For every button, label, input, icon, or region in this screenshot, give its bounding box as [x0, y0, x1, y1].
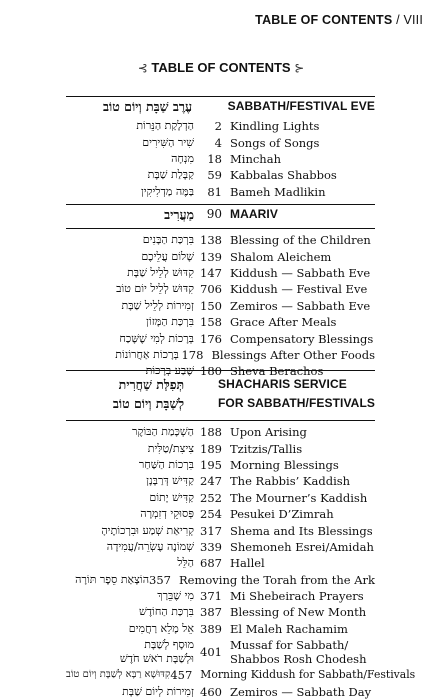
entry-hebrew: אֵל מָלֵא רַחֲמִים	[128, 621, 194, 635]
entry-hebrew: שָׁלוֹם עֲלֵיכֶם	[141, 249, 194, 263]
entry-english: Zemiros — Sabbath Day	[230, 684, 372, 699]
entry-page-number: 59	[207, 168, 222, 183]
toc-entry[interactable]	[66, 588, 375, 604]
entry-english: Hallel	[230, 556, 265, 571]
entry-page-number: 195	[200, 457, 222, 472]
running-head-page-number: VIII	[403, 13, 423, 27]
toc-entry[interactable]	[66, 298, 375, 314]
entry-page-number: 357	[149, 572, 171, 587]
toc-entry[interactable]	[66, 522, 375, 538]
section-shacharis	[66, 370, 416, 700]
entry-hebrew: בִּרְכוֹת הַשַּׁחַר	[138, 457, 194, 471]
section-heading[interactable]	[66, 207, 375, 226]
page-title	[0, 60, 442, 75]
left-ornament-icon: ⊰	[137, 61, 148, 75]
entry-english-line2: Shabbos Rosh Chodesh	[230, 652, 367, 667]
entry-english: Blessing of New Month	[230, 605, 367, 620]
entry-page-number: 138	[200, 233, 222, 248]
toc-entry[interactable]	[66, 473, 375, 489]
entry-english: Minchah	[230, 151, 281, 166]
entry-english: Upon Arising	[230, 425, 307, 440]
entry-page-number: 687	[200, 556, 222, 571]
section-heading-hebrew-line2: לְשַׁבָּת וְיוֹם טוֹב	[112, 396, 185, 411]
entry-page-number: 4	[214, 135, 222, 150]
entry-english: Morning Blessings	[230, 457, 339, 472]
entry-english: Kiddush — Festival Eve	[230, 282, 368, 297]
entry-english: Mi Shebeirach Prayers	[230, 589, 364, 604]
entry-page-number: 178	[181, 347, 204, 362]
entry-english: The Mourner’s Kaddish	[230, 490, 368, 505]
toc-entry[interactable]	[66, 184, 375, 200]
entry-page-number: 147	[200, 265, 222, 280]
section-heading	[66, 375, 375, 419]
entry-hebrew: הַדְלָקַת הַנֵּרוֹת	[136, 119, 194, 133]
entry-page-number: 317	[200, 523, 222, 538]
entry-hebrew: קִדּוּשָׁא רַבָּא לְשַׁבָּת וְיוֹם טוֹב	[66, 669, 171, 681]
toc-entry[interactable]	[66, 330, 375, 346]
section-sabbath-festival-eve	[66, 96, 375, 200]
entry-page-number: 139	[200, 249, 222, 264]
toc-entry[interactable]	[66, 347, 375, 363]
toc-entry[interactable]	[66, 424, 375, 440]
entry-page-number: 81	[207, 184, 222, 199]
entry-hebrew: קִדּוּשׁ לְלֵיל שַׁבָּת	[127, 265, 194, 279]
entry-hebrew: שְׁמוֹנֶה עֶשְׂרֵה/עֲמִידָה	[106, 539, 194, 553]
toc-entry[interactable]	[66, 539, 375, 555]
entry-page-number: 180	[200, 364, 222, 379]
entry-hebrew: צִיצִת/טַלִּית	[147, 441, 194, 455]
entry-page-number: 460	[200, 684, 222, 699]
entry-english: Shalom Aleichem	[230, 249, 332, 264]
entry-hebrew: זְמִירוֹת לְלֵיל שַׁבָּת	[121, 298, 194, 312]
entry-english: Zemiros — Sabbath Eve	[230, 298, 371, 313]
entry-english: Blessing of the Children	[230, 233, 371, 248]
section-rule	[66, 228, 375, 229]
entry-hebrew: קְרִיאַת שְׁמַע וּבִרְכוֹתֶיהָ	[101, 523, 194, 537]
section-heading-english-line2: FOR SABBATH/FESTIVALS	[218, 396, 375, 410]
toc-entry[interactable]	[66, 621, 375, 637]
toc-entry[interactable]	[66, 167, 375, 183]
entry-page-number: 457	[170, 668, 193, 683]
entry-hebrew: מִנְחָה	[171, 151, 194, 165]
section-rule	[66, 96, 375, 97]
entry-english: Blessings After Other Foods	[211, 347, 375, 362]
section-heading-hebrew: מַעֲרִיב	[164, 207, 194, 222]
toc-entry[interactable]	[66, 151, 375, 167]
entry-hebrew: קַדִּישׁ יָתוֹם	[149, 490, 194, 504]
section-heading-english: MAARIV	[230, 207, 278, 221]
entry-english: Shemoneh Esrei/Amidah	[230, 539, 374, 554]
toc-entry[interactable]	[66, 457, 375, 473]
section-rule	[66, 420, 375, 421]
entry-english: Kindling Lights	[230, 119, 320, 134]
entry-hebrew: בְּרָכוֹת לְמִי שֶׁשָּׁכַח	[119, 331, 194, 345]
entry-english: Kiddush — Sabbath Eve	[230, 265, 371, 280]
toc-entry[interactable]	[66, 281, 375, 297]
toc-entry[interactable]	[66, 118, 375, 134]
running-head	[255, 13, 423, 27]
entry-hebrew: הַשְׁכָּמַת הַבּוֹקֶר	[132, 425, 194, 439]
entry-hebrew: מִי שֶׁבֵּרַךְ	[157, 589, 194, 603]
entry-page-number: 2	[214, 119, 222, 134]
entry-english	[228, 638, 375, 666]
entry-english: Grace After Meals	[230, 315, 337, 330]
section-heading-page: 90	[206, 207, 222, 221]
page-title-text: TABLE OF CONTENTS	[151, 60, 291, 75]
entry-hebrew: בִּרְכַּת הַמָּזוֹן	[146, 315, 194, 329]
toc-entry[interactable]	[66, 134, 375, 150]
section-heading-hebrew	[66, 375, 184, 413]
entry-hebrew: הוֹצָאַת סֵפֶר תּוֹרָה	[75, 572, 150, 586]
section-heading-hebrew-line1: תְּפִלַּת שַׁחֲרִית	[118, 377, 185, 392]
section-heading-english-line1: SHACHARIS SERVICE	[218, 377, 347, 391]
entry-page-number: 176	[200, 331, 222, 346]
toc-entry[interactable]	[66, 604, 375, 620]
entry-english: Sheva Berachos	[230, 364, 324, 379]
entry-hebrew: שֶׁבַע בְּרָכוֹת	[145, 364, 194, 378]
entry-page-number: 150	[200, 298, 222, 313]
toc-entry[interactable]	[66, 683, 375, 699]
entry-hebrew: בְּרָכוֹת אַחֲרוֹנוֹת	[115, 347, 179, 361]
entry-english: The Rabbis’ Kaddish	[230, 474, 351, 489]
entry-hebrew: בִּרְכַּת הַבָּנִים	[142, 233, 194, 247]
toc-entry[interactable]	[66, 440, 375, 456]
entry-page-number: 387	[200, 605, 222, 620]
entry-page-number: 389	[200, 621, 222, 636]
entry-hebrew: זְמִירוֹת לְיוֹם שַׁבָּת	[122, 684, 194, 698]
entry-page-number: 401	[200, 645, 222, 660]
entry-page-number: 189	[200, 441, 222, 456]
entry-page-number: 247	[200, 474, 222, 489]
section-heading-hebrew: עֶרֶב שַׁבָּת וְיוֹם טוֹב	[103, 99, 193, 114]
toc-entry[interactable]	[66, 555, 375, 571]
entry-hebrew	[66, 638, 194, 666]
entry-page-number: 339	[200, 539, 222, 554]
entry-hebrew: שִׁיר הַשִּׁירִים	[142, 135, 194, 149]
entry-english: Shema and Its Blessings	[230, 523, 373, 538]
entry-english: Removing the Torah from the Ark	[179, 572, 375, 587]
section-heading	[66, 99, 375, 118]
section-rule	[66, 204, 375, 205]
entry-english: Pesukei D’Zimrah	[230, 507, 334, 522]
entry-page-number: 158	[200, 315, 222, 330]
toc-entry[interactable]	[66, 248, 375, 264]
toc-entry[interactable]	[66, 265, 375, 281]
toc-entry[interactable]	[66, 637, 375, 667]
entry-hebrew: קַדִּישׁ דְּרַבָּנָן	[146, 474, 194, 488]
right-ornament-icon: ⊱	[294, 61, 305, 75]
entry-english: Compensatory Blessings	[230, 331, 374, 346]
section-maariv	[66, 204, 375, 380]
running-head-separator: /	[396, 13, 400, 27]
running-head-title: TABLE OF CONTENTS	[255, 13, 393, 27]
toc-entry[interactable]	[66, 490, 375, 506]
entry-english: Morning Kiddush for Sabbath/Festivals	[200, 668, 416, 682]
entry-hebrew: הַלֵּל	[177, 556, 194, 570]
entry-hebrew: קַבָּלַת שַׁבָּת	[147, 168, 194, 182]
entry-page-number: 18	[207, 151, 222, 166]
entry-page-number: 252	[200, 490, 222, 505]
entry-english: El Maleh Rachamim	[230, 621, 348, 636]
entry-english: Songs of Songs	[230, 135, 320, 150]
entry-hebrew: בַּמֶּה מַדְלִיקִין	[140, 184, 194, 198]
entry-hebrew-line2: וּלְשַׁבָּת רֹאשׁ חֹדֶשׁ	[119, 652, 194, 666]
section-heading-english	[216, 375, 375, 413]
entry-page-number: 188	[200, 425, 222, 440]
entry-english: Tzitzis/Tallis	[230, 441, 303, 456]
entry-english: Kabbalas Shabbos	[230, 168, 337, 183]
entry-hebrew: פְּסוּקֵי דְזִמְרָה	[140, 507, 194, 521]
entry-page-number: 254	[200, 507, 222, 522]
section-rule	[66, 370, 375, 371]
toc-entry[interactable]	[66, 667, 416, 683]
entry-hebrew-line1: מוּסָף לְשַׁבָּת	[144, 638, 194, 652]
entry-hebrew: בִּרְכַּת הַחוֹדֶשׁ	[138, 605, 194, 619]
entry-page-number: 706	[200, 282, 222, 297]
entry-english: Bameh Madlikin	[230, 184, 326, 199]
toc-entry[interactable]	[66, 506, 375, 522]
toc-entry[interactable]	[66, 572, 375, 588]
entry-hebrew: קִדּוּשׁ לְלֵיל יוֹם טוֹב	[116, 282, 194, 296]
entry-page-number: 371	[200, 589, 222, 604]
section-heading-english: SABBATH/FESTIVAL EVE	[227, 99, 375, 113]
toc-entry[interactable]	[66, 232, 375, 248]
toc-entry[interactable]	[66, 314, 375, 330]
entry-english-line1: Mussaf for Sabbath/	[230, 638, 349, 653]
